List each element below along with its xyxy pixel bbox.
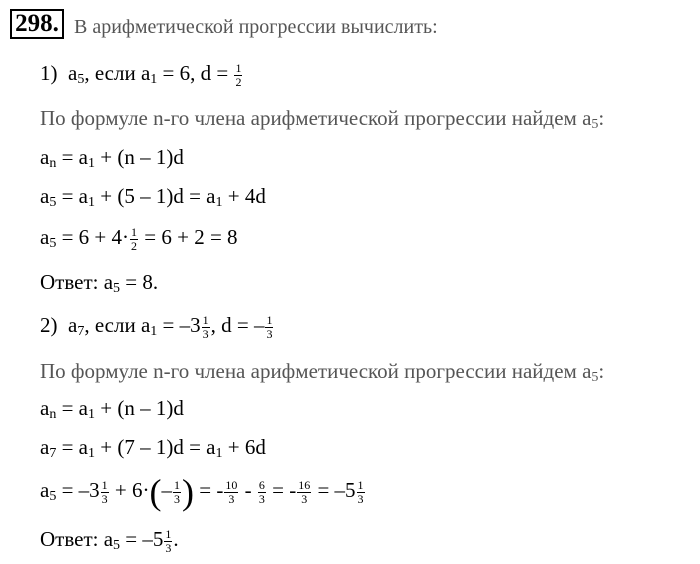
part2-condition: 2) $a_7$, если $a_1 = -3$ $\frac{1}{3}$ , d = – $\frac{1}{3}$ — [40, 312, 273, 341]
fraction: $\frac{16}{3}$ — [298, 477, 311, 506]
part1-answer: Ответ: $a_5 = 8$. — [40, 270, 159, 296]
part2-formula-general: $a_n = a_1 + (n - 1)d$ — [40, 396, 184, 422]
fraction: $\frac{1}{3}$ — [174, 477, 181, 506]
part1-computation: $a_5 = 6 + 4\cdot$ $\frac{1}{2}$ = 6 + 2 = 8 — [40, 224, 238, 253]
fraction-d: $\frac{1}{3}$ — [266, 313, 273, 341]
part1-formula-general: $a_n = a_1 + (n - 1)d$ — [40, 145, 184, 171]
fraction: $\frac{1}{3}$ — [101, 477, 108, 506]
fraction: $\frac{1}{3}$ — [202, 313, 209, 341]
fraction: $\frac{6}{3}$ — [258, 477, 265, 506]
part2-answer: Ответ: $a_5 = -5$ $\frac{1}{3}$ . — [40, 526, 179, 555]
fraction-d: $\frac{1}{2}$ — [235, 61, 242, 89]
part2-formula-a7: $a_7 = a_1 + (7 - 1)d = a_1 + 6d$ — [40, 435, 266, 461]
part1-condition: 1) $a_5$, если $a_1 = 6$, d = $\frac{1}{2}$ — [40, 60, 242, 89]
part1-note: По формуле n-го члена арифметической прогрессии найдем $a_5$: — [40, 106, 605, 132]
part1-formula-a5: $a_5 = a_1 + (5 - 1)d = a_1 + 4d$ — [40, 184, 266, 210]
problem-number: 298. — [10, 9, 64, 39]
fraction: $\frac{1}{3}$ — [357, 477, 364, 506]
fraction: $\frac{1}{2}$ — [131, 225, 138, 253]
part2-note: По формуле n-го члена арифметической прогрессии найдем $a_5$: — [40, 359, 605, 385]
fraction: $\frac{1}{3}$ — [165, 527, 172, 555]
fraction: $\frac{10}{3}$ — [225, 477, 238, 506]
part2-computation: $a_5 = -3$ $\frac{1}{3}$ + 6·(– $\frac{1}{3}$ ) = - $\frac{10}{3}$ - $\frac{6}{3}$ = - $\frac{16}{3}$ = –5 $\frac{1}{3}$ — [40, 472, 364, 512]
problem-statement: В арифметической прогрессии вычислить: — [74, 16, 438, 38]
